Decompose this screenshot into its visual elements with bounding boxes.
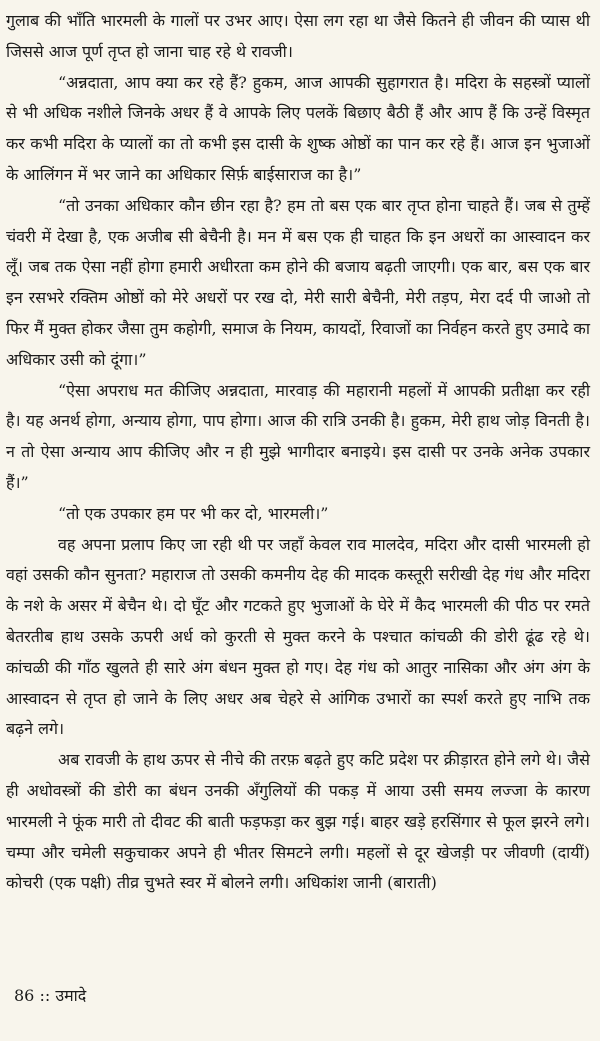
paragraph-6: वह अपना प्रलाप किए जा रही थी पर जहाँ केवल राव मालदेव, मदिरा और दासी भारमली हो वहां उसकी कौन सुनता? महाराज तो उसकी कमनीय देह की मादक कस्तूरी सरीखी देह गंध और मदिरा के नशे के असर में बेचैन थे। दो घूँट और गटकते हुए भुजाओं के घेरे में कैद भारमली की पीठ पर रमते बेतरतीब हाथ उसके ऊपरी अर्ध को कुरती से मुक्त करने के पश्चात कांचळी की डोरी ढूंढ रहे थे। कांचळी की गाँठ खुलते ही सारे अंग बंधन मुक्त हो गए। देह गंध को आतुर नासिका और अंग अंग के आस्वादन से तृप्त हो जाने के लिए अधर अब चेहरे से आंगिक उभारों का स्पर्श करते हुए नाभि तक बढ़ने लगे।	[6, 534, 590, 739]
paragraph-1: गुलाब की भाँति भारमली के गालों पर उभर आए। ऐसा लग रहा था जैसे कितने ही जीवन की प्यास थी जिससे आज पूर्ण तृप्त हो जाना चाह रहे थे रावजी।	[6, 11, 590, 61]
paragraph-4: “ऐसा अपराध मत कीजिए अन्नदाता, मारवाड़ की महारानी महलों में आपकी प्रतीक्षा कर रही है। यह अनर्थ होगा, अन्याय होगा, पाप होगा। आज की रात्रि उनकी है। हुकम, मेरी हाथ जोड़ विनती है। न तो ऐसा अन्याय आप कीजिए और न ही मुझे भागीदार बनाइये। इस दासी पर उनके अनेक उपकार हैं।”	[6, 380, 590, 492]
page-footer: 86 :: उमादे	[14, 986, 87, 1005]
body-text	[6, 6, 590, 899]
paragraph-3: “तो उनका अधिकार कौन छीन रहा है? हम तो बस एक बार तृप्त होना चाहते हैं। जब से तुम्हें चंवरी में देखा है, एक अजीब सी बेचैनी है। मन में बस एक ही चाहत कि इन अधरों का आस्वादन कर लूँ। जब तक ऐसा नहीं होगा हमारी अधीरता कम होने की बजाय बढ़ती जाएगी। एक बार, बस एक बार इन रसभरे रक्तिम ओष्ठों को मेरे अधरों पर रख दो, मेरी सारी बेचैनी, मेरी तड़प, मेरा दर्द पी जाओ तो फिर मैं मुक्त होकर जैसा तुम कहोगी, समाज के नियम, कायदों, रिवाजों का निर्वहन करते हुए उमादे का अधिकार उसी को दूंगा।”	[6, 195, 590, 369]
paragraph-2: “अन्नदाता, आप क्या कर रहे हैं? हुकम, आज आपकी सुहागरात है। मदिरा के सहस्त्रों प्यालों से भी अधिक नशीले जिनके अधर हैं वे आपके लिए पलकें बिछाए बैठी हैं और आप हैं कि उन्हें विस्मृत कर कभी मदिरा के प्यालों का तो कभी इस दासी के शुष्क ओष्ठों का पान कर रहे हैं। आज इन भुजाओं के आलिंगन में भर जाने का अधिकार सिर्फ़ बाईसाराज का है।”	[6, 72, 590, 184]
paragraph-5: “तो एक उपकार हम पर भी कर दो, भारमली।”	[58, 503, 329, 523]
paragraph-7: अब रावजी के हाथ ऊपर से नीचे की तरफ़ बढ़ते हुए कटि प्रदेश पर क्रीड़ारत होने लगे थे। जैसे ही अधोवस्त्रों की डोरी का बंधन उनकी अँगुलियों की पकड़ में आया उसी समय लज्जा के कारण भारमली ने फूंक मारी तो दीवट की बाती फड़फड़ा कर बुझ गई। बाहर खड़े हरसिंगार से फूल झरने लगे। चम्पा और चमेली सकुचाकर अपने ही भीतर सिमटने लगी। महलों से दूर खेजड़ी पर जीवणी (दायीं) कोचरी (एक पक्षी) तीव्र चुभते स्वर में बोलने लगी। अधिकांश जानी (बाराती)	[6, 750, 590, 893]
